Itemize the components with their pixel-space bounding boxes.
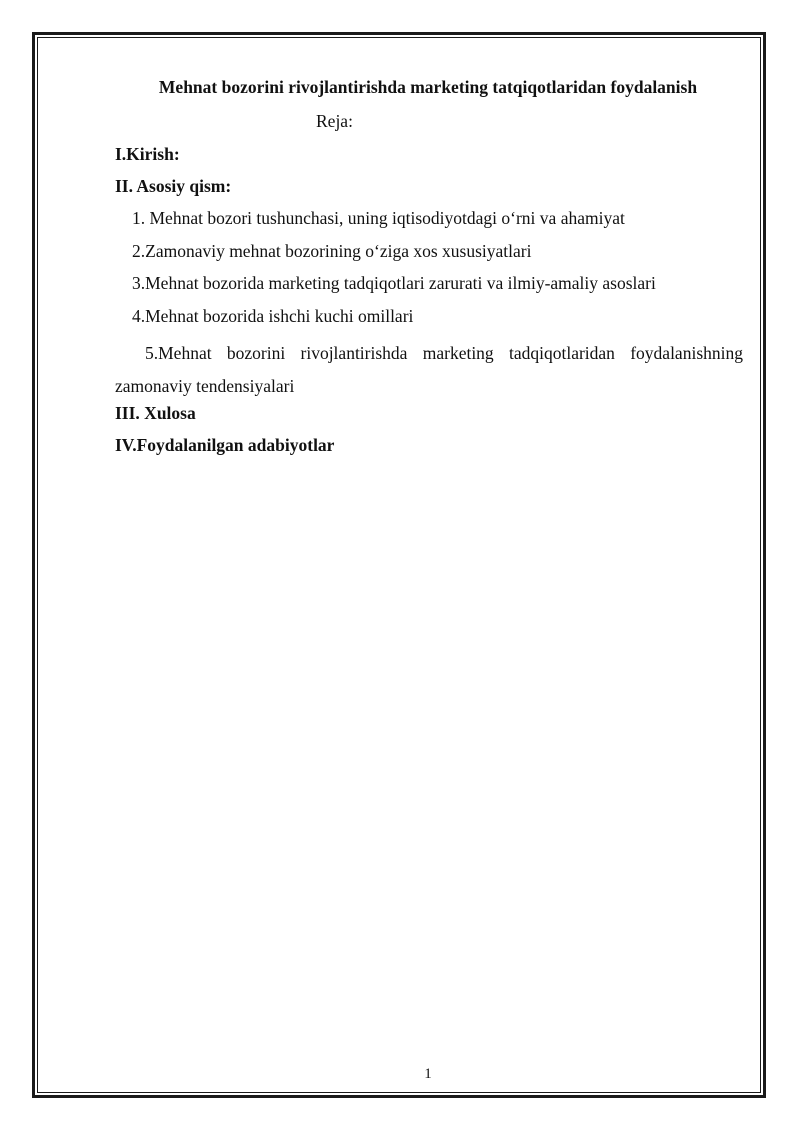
plan-label: Reja:	[316, 111, 353, 131]
document-title: Mehnat bozorini rivojlantirishda marketing tatqiqotlaridan foydalanish	[158, 77, 698, 97]
page-number: 1	[424, 1066, 432, 1082]
plan-item-4: 4.Mehnat bozorida ishchi kuchi omillari	[132, 306, 414, 326]
section-references: IV.Foydalanilgan adabiyotlar	[115, 435, 335, 455]
section-main: II. Asosiy qism:	[115, 176, 232, 196]
plan-item-2: 2.Zamonaviy mehnat bozorining o‘ziga xos xususiyatlari	[132, 241, 532, 261]
plan-item-1: 1. Mehnat bozori tushunchasi, uning iqtisodiyotdagi o‘rni va ahamiyat	[132, 208, 625, 228]
section-conclusion: III. Xulosa	[115, 403, 196, 423]
plan-item-3: 3.Mehnat bozorida marketing tadqiqotlari zarurati va ilmiy-amaliy asoslari	[132, 273, 656, 293]
section-intro: I.Kirish:	[115, 144, 180, 164]
plan-item-5: 5.Mehnat bozorini rivojlantirishda marketing tadqiqotlaridan foydalanishning zamonaviy tendensiyalari	[115, 343, 743, 396]
